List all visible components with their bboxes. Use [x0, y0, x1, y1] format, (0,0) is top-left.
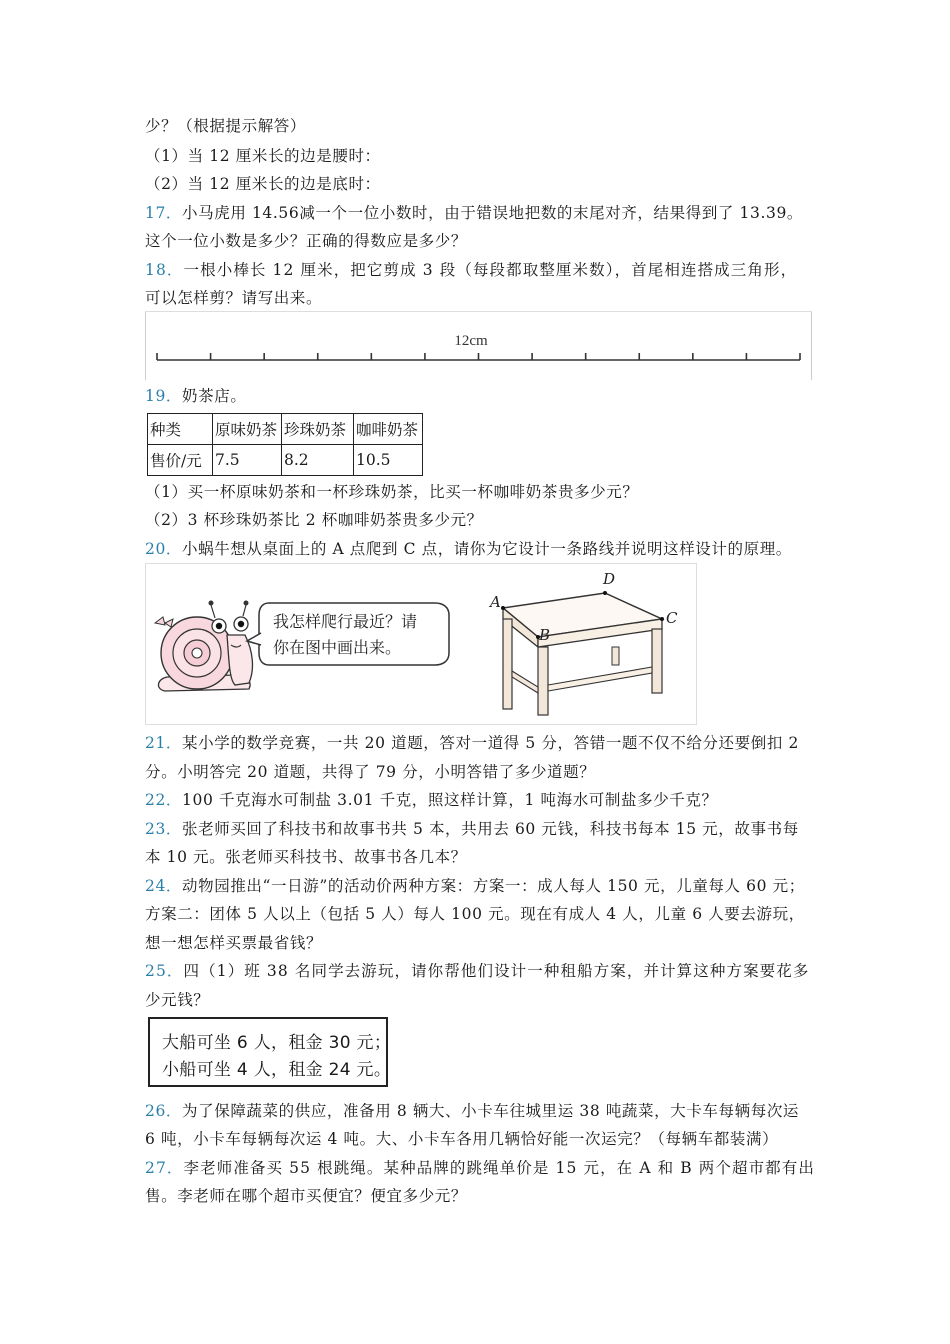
speech-bubble — [247, 603, 449, 665]
text-line: 6 吨，小卡车每辆每次运 4 吨。大、小卡车各用几辆恰好能一次运完？（每辆车都装满） — [145, 1130, 779, 1148]
table-cell: 8.2 — [282, 445, 354, 476]
text-line: 方案二：团体 5 人以上（包括 5 人）每人 100 元。现在有成人 4 人，儿童 6 人要去游玩， — [145, 905, 805, 923]
question-17: 17．小马虎用 14.56减一个一位小数时，由于错误地把数的末尾对齐，结果得到了 13.39。 — [145, 204, 804, 222]
ruler-figure — [145, 311, 812, 380]
question-number: 23． — [145, 820, 183, 838]
speech-text-line: 我怎样爬行最近？请 — [273, 612, 418, 631]
boat-rental-box — [148, 1017, 392, 1087]
text-line: （2）当 12 厘米长的边是底时： — [145, 175, 381, 193]
table-cell: 7.5 — [213, 445, 282, 476]
boat-line: 大船可坐 6 人，租金 30 元； — [162, 1033, 392, 1053]
table-cell: 咖啡奶茶 — [354, 414, 423, 445]
point-label: A — [490, 593, 501, 611]
text-line: 少？（根据提示解答） — [145, 117, 307, 135]
snail-illustration — [155, 601, 252, 692]
table-cell: 种类 — [148, 414, 213, 445]
text-line: 这个一位小数是多少？正确的得数应是多少？ — [145, 232, 468, 250]
question-24: 24．动物园推出“一日游”的活动价两种方案：方案一：成人每人 150 元，儿童每人 60 元； — [145, 877, 805, 895]
point-label: D — [603, 570, 616, 588]
question-number: 24． — [145, 877, 183, 895]
point-label: C — [666, 609, 678, 627]
question-27: 27．李老师准备买 55 根跳绳。某种品牌的跳绳单价是 15 元，在 A 和 B 两个超市都有出 — [145, 1159, 815, 1177]
question-18: 18．一根小棒长 12 厘米，把它剪成 3 段（每段都取整厘米数），首尾相连搭成三角形， — [145, 261, 798, 279]
boat-line: 小船可坐 4 人，租金 24 元。 — [162, 1060, 392, 1080]
point-label: B — [539, 626, 551, 644]
question-20: 20．小蜗牛想从桌面上的 A 点爬到 C 点，请你为它设计一条路线并说明这样设计的原理。 — [145, 540, 792, 558]
question-number: 26． — [145, 1102, 183, 1120]
question-25: 25．四（1）班 38 名同学去游玩，请你帮他们设计一种租船方案，并计算这种方案要花多 — [145, 962, 810, 980]
price-table — [147, 413, 423, 476]
question-22: 22．100 千克海水可制盐 3.01 千克，照这样计算，1 吨海水可制盐多少千克？ — [145, 791, 718, 809]
question-number: 17． — [145, 204, 183, 222]
question-number: 25． — [145, 962, 184, 980]
text-line: 少元钱？ — [145, 991, 210, 1009]
text-line: 分。小明答完 20 道题，共得了 79 分，小明答错了多少道题？ — [145, 763, 596, 781]
snail-table-figure — [145, 563, 697, 725]
table-row — [148, 445, 423, 476]
text-line: 可以怎样剪？请写出来。 — [145, 289, 323, 307]
table-cell: 售价/元 — [148, 445, 213, 476]
question-21: 21．某小学的数学竞赛，一共 20 道题，答对一道得 5 分，答错一题不仅不给分还要倒扣 2 — [145, 734, 799, 752]
speech-text-line: 你在图中画出来。 — [273, 638, 402, 657]
question-number: 27． — [145, 1159, 184, 1177]
text-line: （1）当 12 厘米长的边是腰时： — [145, 147, 381, 165]
text-line: 本 10 元。张老师买科技书、故事书各几本？ — [145, 848, 467, 866]
table-cell: 原味奶茶 — [213, 414, 282, 445]
question-number: 18． — [145, 261, 184, 279]
question-number: 20． — [145, 540, 183, 558]
text-line: 售。李老师在哪个超市买便宜？便宜多少元？ — [145, 1187, 468, 1205]
question-26: 26．为了保障蔬菜的供应，准备用 8 辆大、小卡车往城里运 38 吨蔬菜，大卡车每辆每次运 — [145, 1102, 800, 1120]
desk-illustration — [488, 570, 678, 715]
question-number: 22． — [145, 791, 183, 809]
table-cell: 珍珠奶茶 — [282, 414, 354, 445]
ruler-label: 12cm — [454, 333, 488, 349]
question-23: 23．张老师买回了科技书和故事书共 5 本，共用去 60 元钱，科技书每本 15 元，故事书每 — [145, 820, 799, 838]
boat-rental-figure — [144, 1013, 397, 1093]
question-number: 21． — [145, 734, 183, 752]
text-line: 想一想怎样买票最省钱？ — [145, 934, 323, 952]
table-row — [148, 414, 423, 445]
text-line: （1）买一杯原味奶茶和一杯珍珠奶茶，比买一杯咖啡奶茶贵多少元？ — [145, 483, 639, 501]
question-19: 19．奶茶店。 — [145, 387, 247, 405]
table-cell: 10.5 — [354, 445, 423, 476]
text-line: （2）3 杯珍珠奶茶比 2 杯咖啡奶茶贵多少元？ — [145, 511, 483, 529]
question-number: 19． — [145, 387, 183, 405]
